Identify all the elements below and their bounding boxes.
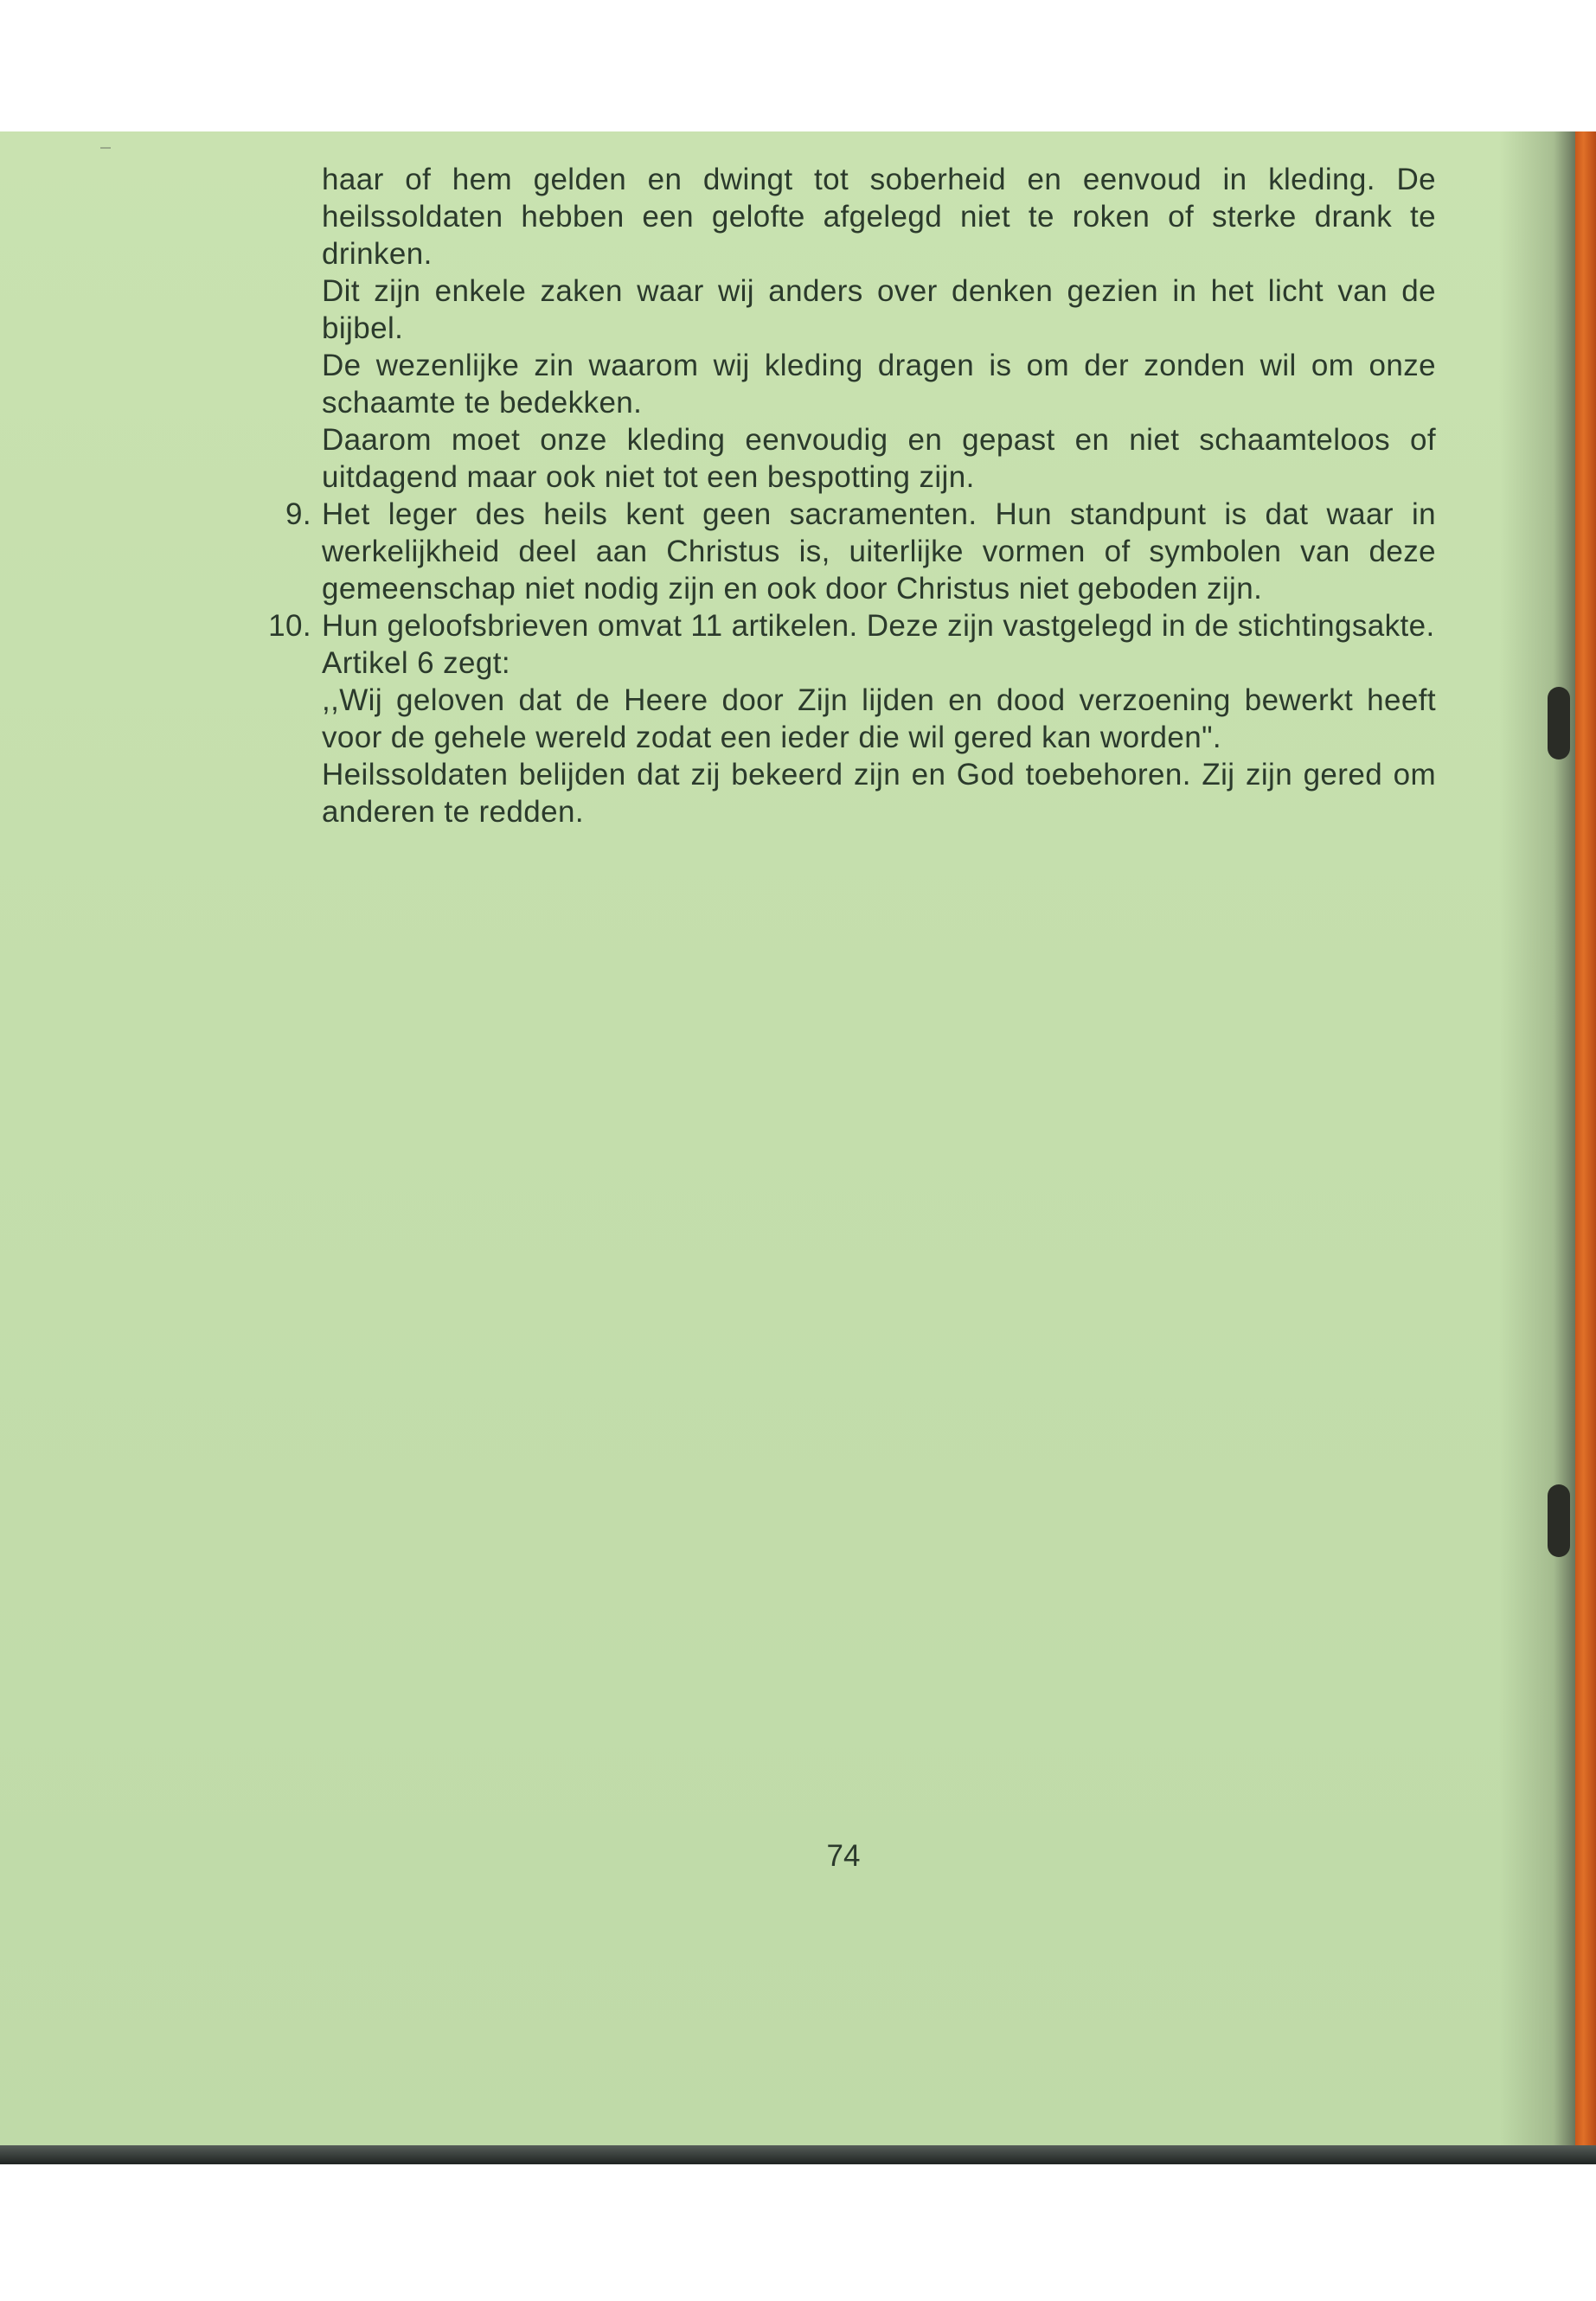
list-item-9 — [285, 496, 1436, 607]
binder-hole-lower — [1548, 1484, 1570, 1557]
list-item-10 — [268, 607, 1436, 644]
body-text — [268, 161, 1436, 830]
list-item-text: Hun geloofsbrieven omvat 11 artikelen. Deze zijn vastgelegd in de stichtingsakte. — [322, 609, 1435, 643]
page-number: 74 — [826, 1839, 861, 1873]
paragraph-clothing: haar of hem gelden en dwingt tot soberheid en eenvoud in kleding. De heilssoldaten hebben een gelofte afgelegd niet te roken of sterke drank te drinken. — [322, 163, 1436, 271]
bottom-page-edge — [0, 2145, 1596, 2164]
article-intro: Artikel 6 zegt: — [322, 646, 511, 680]
binder-hole-upper — [1548, 687, 1570, 760]
article-quote: ,,Wij geloven dat de Heere door Zijn lijden en dood verzoening bewerkt heeft voor de gehele wereld zodat een ieder die wil gered kan worden". — [322, 683, 1436, 754]
list-number: 9. — [285, 497, 311, 531]
margin-mark — [100, 147, 111, 149]
paragraph-differences: Dit zijn enkele zaken waar wij anders over denken gezien in het licht van de bijbel. — [322, 274, 1436, 345]
list-number: 10. — [268, 609, 311, 643]
list-item-text: Het leger des heils kent geen sacramenten. Hun standpunt is dat waar in werkelijkheid deel aan Christus is, uiterlijke vormen of symbolen van deze gemeenschap niet nodig zijn en ook door Christus niet geboden zijn. — [322, 497, 1436, 606]
paragraph-modesty: Daarom moet onze kleding eenvoudig en gepast en niet schaamteloos of uitdagend maar ook niet tot een bespotting zijn. — [322, 423, 1436, 494]
paragraph-purpose-clothing: De wezenlijke zin waarom wij kleding dragen is om der zonden wil om onze schaamte te bedekken. — [322, 349, 1436, 420]
article-conclusion: Heilssoldaten belijden dat zij bekeerd zijn en God toebehoren. Zij zijn gered om anderen te redden. — [322, 758, 1436, 829]
